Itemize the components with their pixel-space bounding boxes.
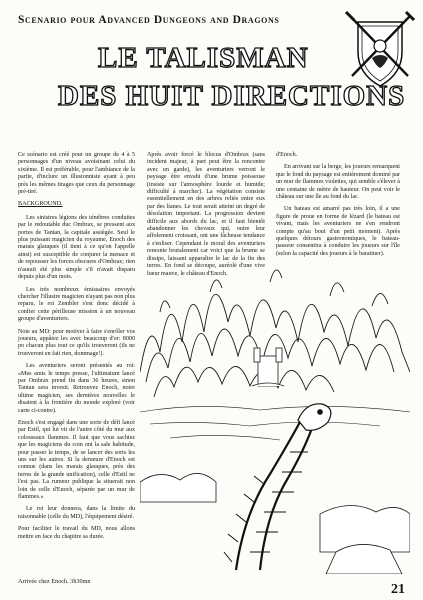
castle-silhouette — [252, 348, 284, 386]
shoreline-rocks — [140, 473, 410, 574]
berge-paragraph: En arrivant sur la berge, les joueurs remarquent que le fond du paysage est entièrement dominé par un mur de flammes violettes, qui semble s'élever à une centaine de mètre de hauteur. On peut voir le château sur une île au fond du lac. — [276, 164, 400, 201]
page-number: 21 — [391, 582, 405, 597]
lake — [140, 406, 410, 440]
background-heading: BACKGROUND. — [18, 201, 63, 208]
arrival-timing: Arrivée chez Enoch. 3h30mn — [18, 578, 91, 585]
intro-paragraph: Ce scénario est créé pour un groupe de 4 à 5 personnages d'un niveau avoisinant celui du sixième. Il est préférable, pour l'ambiance de la partie, d'inclure un illusionniste ayant à peu près les mêmes tirages que ceux du personnage pré-tiré. — [18, 152, 135, 196]
roi-paragraph: Le roi leur donnera, dans la limite du raisonnable (celle du MD), l'équipement désiré. — [18, 506, 135, 520]
lizard-boat-illustration — [140, 252, 410, 574]
text-column-3 — [276, 152, 400, 263]
lizard-boat — [224, 404, 331, 570]
journey-paragraph: Après avoir forcé le blocus d'Ombrax (sans incident majeur, à part peut être la rencontre avec un garde), les aventuriers verront le paysage être envahi d'une brume poisseuse (insiste sur l'atmosphère lourde et humide; difficulté à marcher). La végétation consiste essentiellement en des arbres reliés entre eux par des lianes. Le tout serait atteint un degré de désolation important. La progression devient difficile aux abords du lac, et il faut bientôt abandonner les chevaux qui, outre leur affolement croissant, ont une fâcheuse tendance à s'enliser. Cependant le moral des aventuriers remonte brutalement car voici que la brume se dissipe, laissant apparaître le lac de la fin des terres. En fond se découpe, auréolé d'une vive lueur mauve, le château d'Enoch. — [147, 152, 265, 277]
enoch-paragraph: Enoch s'est engagé dans une sorte de défi lancé par Estil, qui lui vit de l'autre côté du mur aux colosseaux flammes. Il faut que vous sachiez que les magiciens du coin ont la sale habitude, pour passer le temps, de se lancer des sorts les uns sur les autres. Si la demeure d'Enoch est connue (dans les marais glauques, près des terres de la grande unification), celle d'Estil ne l'est pas. La rumeur publique la situerait non loin de celle d'Enoch, séparée par un mur de flammes.» — [18, 420, 135, 501]
note-md-paragraph: Note au MD: pour motiver à faire s'enrôler vos joueurs, appâtez les avec beaucoup d'or: 8000 po chacun plus tout ce qu'ils trouveront (ils ne trouveront en fait rien, dommage!). — [18, 328, 135, 357]
faciliter-paragraph: Pour faciliter le travail du MD, nous allons mettre en face du chapitre sa durée. — [18, 526, 135, 540]
series-banner: Scenario pour Advanced Dungeons and Dragons — [18, 14, 280, 26]
title-line-1: LE TALISMAN — [98, 42, 309, 74]
aventuriers-paragraph: Les aventuriers seront présentés au roi: «Mes amis le temps presse, l'ultimatum lancé par Ombrax prend fin dans 36 heures, sinon Tantan sera investi. Retrouvez Enoch, notre ultime magicien, ses dernières nouvelles le disaient à la frontière du monde exploré (voir carte ci-contre). — [18, 363, 135, 414]
text-column-1 — [18, 152, 135, 546]
crossed-swords-emblem — [344, 6, 416, 90]
emissaries-paragraph: Les très nombreux émissaires envoyés chercher l'illustre magicien n'ayant pas non plus reparu, le roi Zembler s'est donc décidé à confier cette périlleuse mission à un nouveau groupe d'aventuriers. — [18, 286, 135, 323]
title-line-2: DES HUIT DIRECTIONS — [58, 80, 406, 112]
background-paragraph: Les sinistres légions des ténèbres conduites par le redoutable duc Ombrax, se pressent aux portes de Tantan, la capitale assiégée. Seul le plus puissant magicien du royaume, Enoch des marais glauques (il tient à ce qu'on l'appelle ainsi) est susceptible de conjurer la menace et de repousser les forces obscures d'Ombrax; rien n'aurait été plus simple s'il n'avait disparu depuis plus d'un mois. — [18, 214, 135, 281]
continuation-fragment: d'Enoch. — [276, 152, 298, 158]
bateau-paragraph: Un bateau est amarré pas très loin, il a une figure de proue en forme de lézard (le bateau est vivant, mais les aventuriers ne s'en rendront compte qu'au bout d'un petit moment). Après quelques détours gastronomiques, le bateau-passeur consentira à conduire les joueurs sur l'île (selon la capacité des joueurs à le baratiner). — [276, 206, 400, 257]
